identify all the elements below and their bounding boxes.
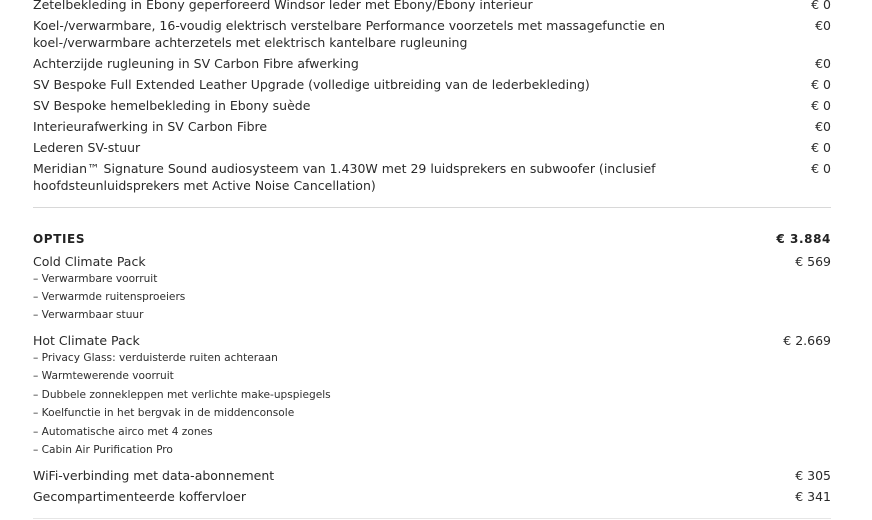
option-wifi <box>33 467 831 484</box>
pack-feature: – Verwarmde ruitensproeiers <box>33 291 186 303</box>
standard-item <box>33 55 831 72</box>
item-price: €0 <box>815 56 831 71</box>
item-price: €0 <box>815 18 831 33</box>
pack-feature: – Privacy Glass: verduisterde ruiten achteraan <box>33 352 278 364</box>
item-label: Koel-/verwarmbare, 16-voudig elektrisch verstelbare Performance voorzetels met massagefunctie en koel-/verwarmbare achterzetels met elektrisch kantelbare rugleuning <box>33 18 666 50</box>
options-total: € 3.884 <box>776 232 831 246</box>
standard-item <box>33 76 831 93</box>
item-label: SV Bespoke hemelbekleding in Ebony suède <box>33 98 311 113</box>
option-hot-climate-pack <box>33 332 831 349</box>
item-label: Meridian™ Signature Sound audiosysteem van 1.430W met 29 luidsprekers en subwoofer (inclusief hoofdsteunluidsprekers met Active Noise Cancellation) <box>33 161 656 193</box>
pack-feature: – Automatische airco met 4 zones <box>33 426 213 438</box>
standard-item <box>33 97 831 114</box>
standard-item <box>33 160 831 194</box>
standard-item <box>33 118 831 135</box>
standard-item <box>33 0 831 13</box>
item-label: Lederen SV-stuur <box>33 140 141 155</box>
option-price: € 2.669 <box>783 333 831 348</box>
option-label: WiFi-verbinding met data-abonnement <box>33 468 275 483</box>
standard-item <box>33 139 831 156</box>
item-label: Interieurafwerking in SV Carbon Fibre <box>33 119 268 134</box>
option-koffervloer <box>33 488 831 505</box>
options-heading: OPTIES <box>33 232 86 246</box>
pack-feature: – Cabin Air Purification Pro <box>33 444 173 456</box>
item-price: € 0 <box>811 0 831 12</box>
option-cold-climate-pack <box>33 253 831 270</box>
options-header <box>33 232 831 246</box>
option-price: € 305 <box>795 468 831 483</box>
item-price: € 0 <box>811 161 831 176</box>
option-label: Hot Climate Pack <box>33 333 140 348</box>
item-price: € 0 <box>811 140 831 155</box>
pack-feature: – Warmtewerende voorruit <box>33 370 174 382</box>
standard-item <box>33 17 831 51</box>
item-label: SV Bespoke Full Extended Leather Upgrade (volledige uitbreiding van de lederbekleding) <box>33 77 590 92</box>
pack-feature: – Verwarmbare voorruit <box>33 273 158 285</box>
option-label: Cold Climate Pack <box>33 254 146 269</box>
pack-feature: – Dubbele zonnekleppen met verlichte make-upspiegels <box>33 389 331 401</box>
pack-feature: – Koelfunctie in het bergvak in de middenconsole <box>33 407 295 419</box>
item-label: Achterzijde rugleuning in SV Carbon Fibre afwerking <box>33 56 359 71</box>
option-label: Gecompartimenteerde koffervloer <box>33 489 247 504</box>
item-price: € 0 <box>811 98 831 113</box>
option-price: € 341 <box>795 489 831 504</box>
section-divider <box>33 207 831 208</box>
pack-feature: – Verwarmbaar stuur <box>33 309 144 321</box>
bottom-divider <box>33 518 831 519</box>
item-price: € 0 <box>811 77 831 92</box>
item-label: Zetelbekleding in Ebony geperforeerd Windsor leder met Ebony/Ebony interieur <box>33 0 533 12</box>
item-price: €0 <box>815 119 831 134</box>
option-price: € 569 <box>795 254 831 269</box>
